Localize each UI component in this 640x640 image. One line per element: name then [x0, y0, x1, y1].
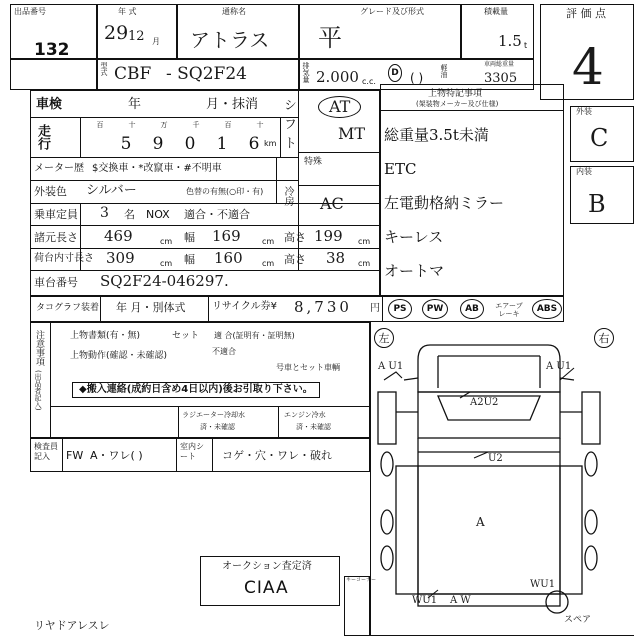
interior-value: B	[588, 190, 606, 218]
spec-height-label: 高さ	[284, 231, 306, 244]
mileage-label: 走行	[35, 124, 50, 150]
upper-type-label: 上物書類(有・無)	[70, 331, 141, 341]
capacity-label: 乗車定員	[34, 208, 78, 221]
fw-options: A・ワレ( )	[90, 449, 143, 462]
color-label: 外装色	[34, 185, 67, 198]
score-label: 評 価 点	[566, 7, 606, 20]
ac-value: AC	[320, 194, 344, 213]
car-name-label: 通称名	[222, 7, 246, 16]
damage-mark: A	[476, 515, 485, 529]
displacement-label: 排気量	[302, 62, 310, 83]
grade-label: グレード及び形式	[360, 7, 424, 16]
shaken-month-unit: 月・抹消	[206, 97, 259, 112]
equipment-item: 左電動格納ミラー	[384, 194, 505, 212]
mileage-digit: 1	[216, 134, 228, 154]
seat-options: コゲ・穴・ワレ・破れ	[222, 449, 332, 462]
noncompat: 不適合	[212, 347, 236, 356]
seat-label: 室内シート	[180, 442, 204, 461]
month-value: 12	[128, 29, 145, 44]
digit-header: 十	[256, 121, 264, 129]
digit-header: 百	[96, 121, 104, 129]
notes-side-sub: (出品者記入)	[34, 370, 42, 411]
spec-length-label: 諸元長さ	[34, 231, 78, 244]
stamp-line1: オークション査定済	[222, 561, 312, 572]
spec-width: 169	[212, 227, 241, 245]
month-unit: 月	[152, 37, 160, 46]
digit-header: 万	[160, 121, 168, 129]
set-label: セット	[172, 331, 200, 341]
bed-height-label: 高さ	[284, 253, 306, 266]
nox-label: NOX	[146, 208, 170, 221]
load-unit: t	[524, 41, 528, 50]
spec-width-unit: cm	[262, 237, 275, 246]
right-marker: 右	[594, 328, 614, 348]
shaken-year-unit: 年	[128, 97, 142, 112]
exterior-value: C	[590, 124, 609, 152]
spec-length-unit: cm	[160, 237, 173, 246]
shaken-label: 車検	[36, 97, 63, 112]
car-name: アトラス	[190, 28, 270, 52]
set-vehicle: 号車とセット車輌	[276, 363, 340, 372]
tacho-label: タコグラフ装着	[36, 303, 100, 313]
lot-number: 132	[34, 40, 70, 60]
displacement-unit: c.c.	[362, 77, 376, 86]
load-label: 積載量	[484, 7, 508, 16]
mileage-digit: 9	[152, 134, 164, 154]
year-label: 年 式	[118, 7, 137, 16]
damage-mark: A W	[450, 595, 471, 606]
mileage-digit: 5	[120, 134, 132, 154]
load-value: 1.5	[498, 32, 522, 50]
engine-label: エンジン冷水	[284, 411, 326, 419]
damage-mark: A U1	[546, 361, 572, 372]
mileage-unit: km	[264, 139, 277, 148]
mileage-digit: 0	[184, 134, 196, 154]
score-value: 4	[572, 38, 604, 96]
bed-height-unit: cm	[358, 259, 371, 268]
damage-mark: WU1	[412, 595, 438, 606]
displacement-value: 2.000	[316, 68, 359, 86]
bed-width-unit: cm	[262, 259, 275, 268]
warning-banner: ◆搬入連絡(成約日含め4日以内)後お引取り下さい。	[72, 382, 320, 398]
damage-mark: A2U2	[470, 397, 499, 408]
digit-header: 百	[224, 121, 232, 129]
operation-label: 上物動作(確認・未確認)	[70, 351, 168, 361]
reiten-label: 冷房	[282, 186, 293, 206]
meter-options: $交換車・*改竄車・#不明車	[92, 163, 222, 174]
radiator-options: 済・未確認	[200, 423, 235, 431]
damage-mark: A U1	[378, 361, 404, 372]
recycle-value: 8,730	[294, 298, 352, 316]
weight-label: 車両総重量	[484, 61, 515, 68]
recycle-unit: 円	[370, 303, 380, 314]
ps-badge: PS	[388, 299, 412, 319]
ab-badge: AB	[460, 299, 484, 319]
shift-mt: MT	[338, 124, 366, 143]
model-code: - SQ2F24	[166, 64, 247, 84]
damage-mark: U2	[488, 453, 503, 464]
type-label: 型式	[100, 62, 108, 76]
damage-mark: WU1	[530, 579, 556, 590]
lot-label: 出品番号	[14, 7, 46, 16]
equipment-sub: (架装物メーカー及び仕様)	[416, 100, 499, 108]
digit-header: 千	[192, 121, 200, 129]
equipment-item: オートマ	[384, 262, 445, 280]
interior-label: 内装	[576, 167, 592, 176]
bed-height: 38	[326, 249, 346, 267]
left-marker: 左	[374, 328, 394, 348]
spec-height-unit: cm	[358, 237, 371, 246]
color-value: シルバー	[86, 183, 137, 198]
compat-options: 適 合(証明有・証明無)	[214, 331, 295, 340]
bed-length-label: 荷台内寸長さ	[34, 253, 94, 264]
equipment-item: 総重量3.5t未満	[384, 126, 489, 144]
chassis-label: 車台番号	[34, 276, 78, 289]
paint-label: 色替の有無(○印・有)	[186, 187, 264, 196]
bed-length: 309	[106, 249, 135, 267]
equipment-item: ETC	[384, 160, 417, 178]
bed-width: 160	[214, 249, 243, 267]
bed-length-unit: cm	[160, 259, 173, 268]
notes-side-label: 注意事項	[34, 330, 44, 366]
engine-options: 済・未確認	[296, 423, 331, 431]
key-corner-label: キーコーナー	[346, 577, 377, 583]
chassis-value: SQ2F24-046297.	[100, 272, 229, 290]
fuel-label: 軽油	[440, 64, 448, 78]
radiator-label: ラジエーター冷却水	[182, 411, 245, 419]
fuel-circle: D	[388, 64, 402, 82]
paren-blank: ( )	[410, 71, 424, 85]
grade-value: 平	[318, 24, 342, 52]
capacity-unit: 名	[124, 208, 135, 221]
shift-label: シフト	[281, 98, 296, 155]
footer-note: リヤドアレスレ	[34, 619, 110, 632]
spec-height: 199	[314, 227, 343, 245]
spec-width-label: 幅	[184, 231, 195, 244]
year-value: 29	[104, 22, 129, 44]
equipment-header: 上物特記事項	[428, 89, 483, 99]
exterior-label: 外装	[576, 107, 592, 116]
nox-options: 適合・不適合	[184, 208, 250, 221]
meter-label: メーター歴	[34, 163, 84, 174]
weight-value: 3305	[484, 71, 518, 86]
recycle-label: リサイクル券¥	[212, 301, 277, 312]
equipment-item: キーレス	[384, 228, 444, 246]
inspector-label: 検査員記入	[34, 442, 58, 461]
spec-length: 469	[104, 227, 133, 245]
model-prefix: CBF	[114, 64, 152, 84]
tacho-options: 年 月・別体式	[116, 301, 186, 314]
pw-badge: PW	[422, 299, 448, 319]
special-label: 特殊	[304, 157, 323, 167]
mileage-digit: 6	[248, 134, 260, 154]
abs-badge: ABS	[532, 299, 562, 319]
spare-label: スペア	[564, 615, 592, 625]
shift-at: AT	[318, 96, 361, 118]
stamp-line2: CIAA	[244, 578, 289, 598]
capacity-value: 3	[100, 205, 109, 221]
fw-label: FW	[66, 449, 84, 462]
air-brake-label: エアーブレーキ	[495, 302, 523, 318]
digit-header: 十	[128, 121, 136, 129]
bed-width-label: 幅	[184, 253, 195, 266]
